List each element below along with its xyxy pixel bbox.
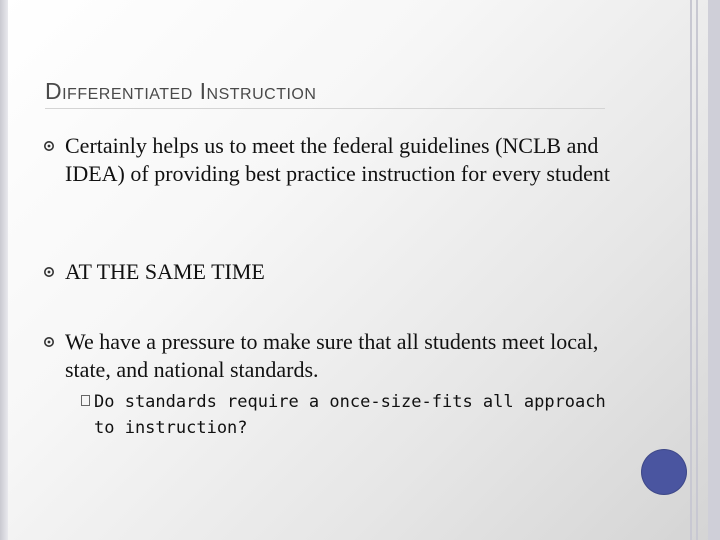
- bullet-item: [44, 258, 644, 286]
- title-underline: [45, 108, 605, 109]
- bullet-text: We have a pressure to make sure that all students meet local, state, and national standards.: [65, 329, 599, 382]
- slide-title: Differentiated Instruction: [45, 78, 317, 104]
- sub-bullet-text: Do standards require a once-size-fits all approach to instruction?: [94, 392, 606, 438]
- bullet-text: AT THE SAME TIME: [65, 259, 265, 284]
- decorative-rule: [690, 0, 692, 540]
- sub-bullet-item: [66, 389, 606, 441]
- bullet-text: Certainly helps us to meet the federal guidelines (NCLB and IDEA) of providing best practice instruction for every student: [65, 133, 610, 186]
- decorative-strip: [708, 0, 720, 540]
- settings-bullet-icon: [44, 141, 54, 151]
- missing-glyph-box-icon: [81, 395, 90, 406]
- slide-left-bar: [0, 0, 8, 540]
- decorative-circle: [642, 450, 686, 494]
- settings-bullet-icon: [44, 337, 54, 347]
- settings-bullet-icon: [44, 267, 54, 277]
- decorative-rule: [696, 0, 698, 540]
- bullet-item: [44, 132, 644, 188]
- bullet-item: [44, 328, 644, 384]
